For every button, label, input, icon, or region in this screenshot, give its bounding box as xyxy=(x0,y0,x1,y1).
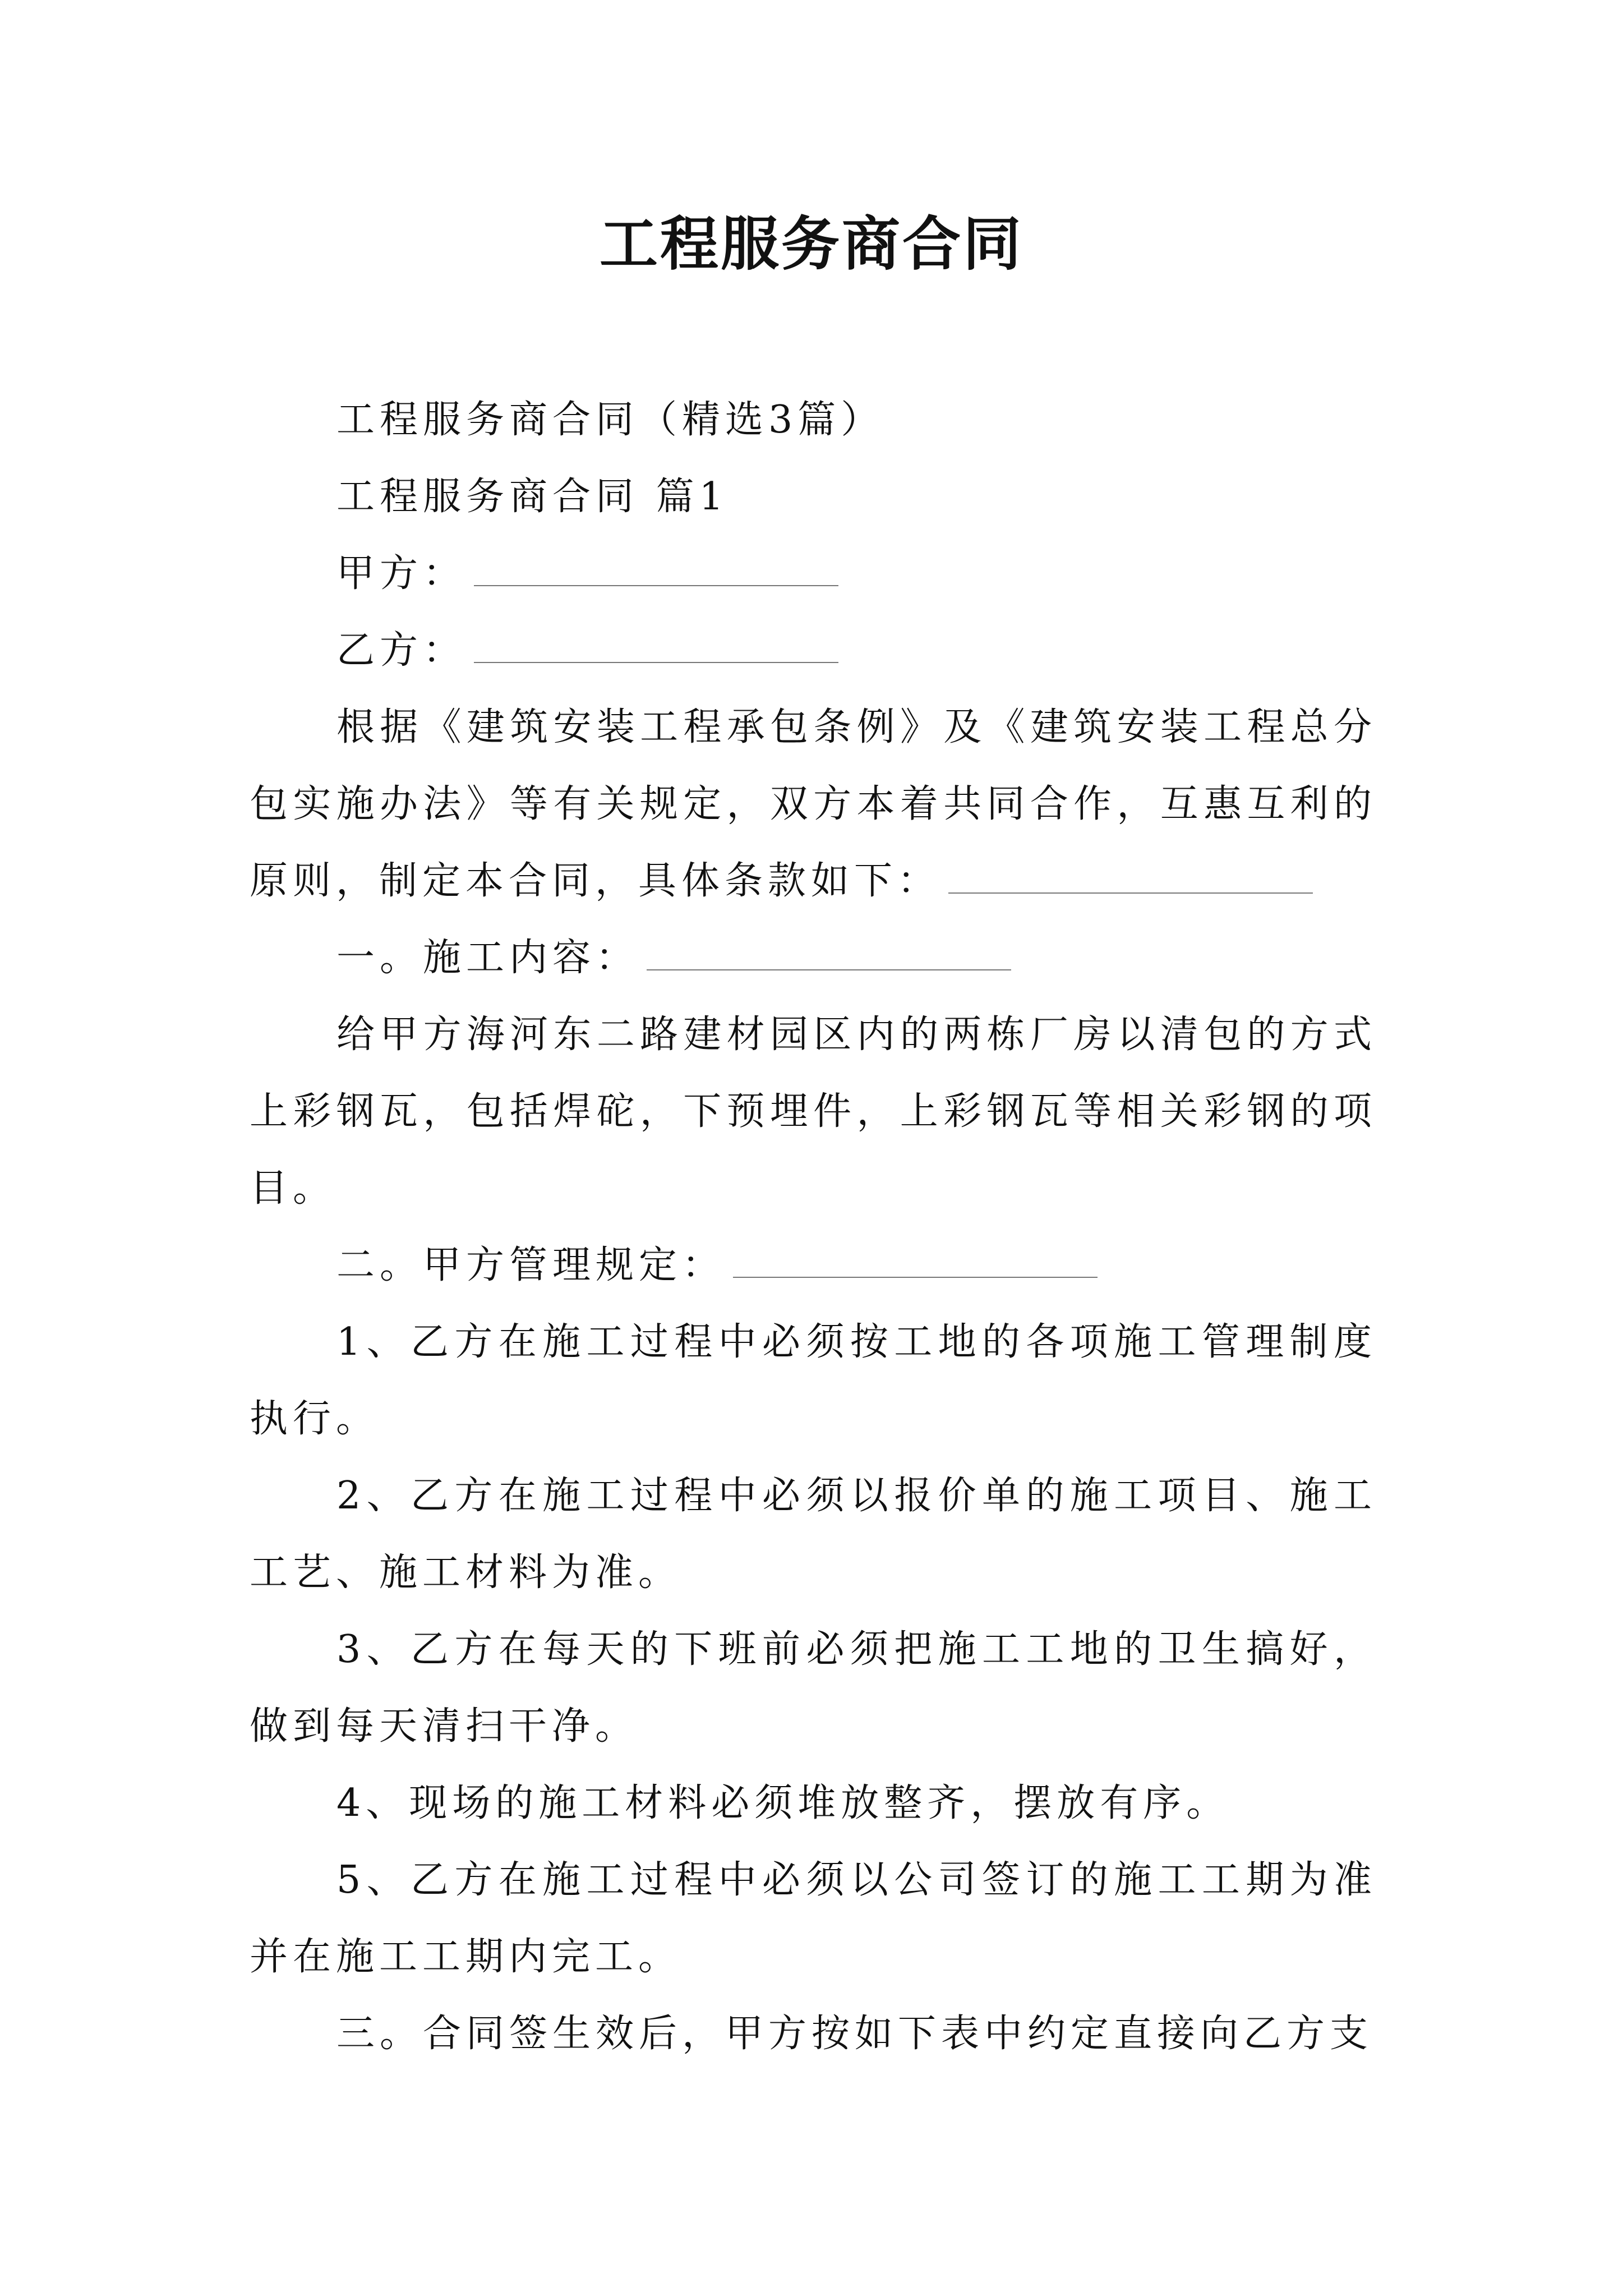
rule-3 xyxy=(250,1611,1377,1765)
rule-4 xyxy=(250,1765,1377,1842)
fill-in-blank xyxy=(647,938,1011,970)
paragraph-text: 根据《建筑安装工程承包条例》及《建筑安装工程总分包实施办法》等有关规定，双方本着共同合作，互惠互利的原则，制定本合同，具体条款如下： xyxy=(250,705,1377,903)
document-title: 工程服务商合同 xyxy=(599,210,1023,278)
preamble-paragraph xyxy=(250,689,1377,919)
paragraph-text: 1、乙方在施工过程中必须按工地的各项施工管理制度执行。 xyxy=(250,1320,1377,1441)
party-a-line xyxy=(250,535,1377,612)
clause-2-heading xyxy=(250,1227,1377,1304)
clause-3-heading xyxy=(250,1995,1377,2072)
party-b-line xyxy=(250,612,1377,689)
fill-in-blank xyxy=(474,554,838,586)
paragraph-text: 2、乙方在施工过程中必须以报价单的施工项目、施工工艺、施工材料为准。 xyxy=(250,1474,1377,1595)
paragraph-text: 一。施工内容： xyxy=(336,936,639,980)
paragraph-text: 工程服务商合同 篇1 xyxy=(336,475,728,519)
paragraph-text: 4、现场的施工材料必须堆放整齐，摆放有序。 xyxy=(336,1781,1230,1825)
rule-1 xyxy=(250,1304,1377,1457)
paragraph-text: 三。合同签生效后，甲方按如下表中约定直接向乙方支 xyxy=(336,2012,1373,2056)
document-body xyxy=(250,381,1377,2072)
fill-in-blank xyxy=(733,1245,1098,1278)
paragraph-text: 乙方： xyxy=(336,628,467,673)
paragraph-text: 3、乙方在每天的下班前必须把施工工地的卫生搞好，做到每天清扫干净。 xyxy=(250,1627,1377,1749)
paragraph-text: 5、乙方在施工过程中必须以公司签订的施工工期为准并在施工工期内完工。 xyxy=(250,1858,1377,1979)
paragraph-text: 给甲方海河东二路建材园区内的两栋厂房以清包的方式上彩钢瓦，包括焊砣，下预埋件，上彩钢瓦等相关彩钢的项目。 xyxy=(250,1013,1377,1211)
paragraph-subtitle xyxy=(250,381,1377,458)
paragraph-text: 甲方： xyxy=(336,551,467,596)
fill-in-blank xyxy=(948,861,1313,894)
fill-in-blank xyxy=(474,631,838,663)
paragraph-text: 工程服务商合同（精选3篇） xyxy=(336,398,884,442)
clause-1-body xyxy=(250,996,1377,1227)
paragraph-text: 二。甲方管理规定： xyxy=(336,1243,726,1287)
rule-5 xyxy=(250,1842,1377,1995)
clause-1-heading xyxy=(250,919,1377,996)
paragraph-section-heading xyxy=(250,458,1377,535)
rule-2 xyxy=(250,1457,1377,1611)
